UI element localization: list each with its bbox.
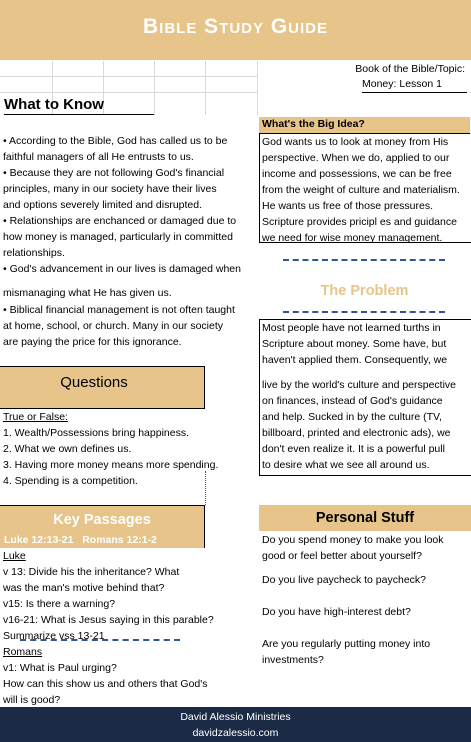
personal-line: Do you live paycheck to paycheck?	[262, 574, 427, 586]
big-idea-heading-bar	[259, 117, 470, 134]
topic-label: Book of the Bible/Topic:	[355, 63, 465, 75]
what-to-know-line: mismanaging what He has given us.	[3, 287, 172, 299]
passage-line: Romans	[3, 646, 43, 658]
personal-heading: Personal Stuff	[315, 510, 415, 526]
what-to-know-line: principles, many in our society have their lives	[3, 183, 217, 195]
key-passages-heading: Key Passages	[53, 512, 151, 528]
big-idea-line: He wants us free of those pressures.	[262, 200, 433, 212]
what-to-know-line: • Because they are not following God's financial	[3, 167, 225, 179]
big-idea-line: we need for wise money management.	[262, 232, 443, 244]
footer-site[interactable]: davidzalessio.com	[192, 727, 279, 739]
big-idea-line: God wants us to look at money from His	[262, 136, 449, 148]
passage-line: v15: Is there a warning?	[3, 598, 116, 610]
what-to-know-heading: What to Know	[4, 96, 154, 115]
personal-line	[262, 620, 468, 636]
personal-line: good or feel better about yourself?	[262, 550, 422, 562]
question-item: 4. Spending is a competition.	[3, 475, 138, 487]
what-to-know-line: and options severely limited and disrupted.	[3, 199, 203, 211]
question-item: 3. Having more money means more spending.	[3, 459, 219, 471]
what-to-know-line: faithful managers of all He entrusts to us.	[3, 151, 194, 163]
big-idea-line: Scripture provides pricipl es and guidance	[262, 216, 457, 228]
key-passages-heading-bar	[0, 505, 205, 548]
problem-line: billboard, printed and electronic ads), we	[262, 427, 451, 439]
questions-body	[3, 409, 219, 489]
passage-line: v 13: Divide his the inheritance? What	[3, 566, 180, 578]
dotted-divider	[205, 471, 206, 505]
questions-heading: Questions	[60, 374, 128, 391]
big-idea-heading: What's the Big Idea?	[262, 118, 365, 130]
what-to-know-line: relationships.	[3, 247, 65, 259]
problem-box	[259, 319, 471, 476]
footer-bar	[0, 707, 471, 742]
problem-line: don't even realize it. It is a powerful pull	[262, 443, 445, 455]
problem-line: haven't applied them. Consequently, we	[262, 354, 448, 366]
problem-line: on finances, instead of God's guidance	[262, 395, 443, 407]
what-to-know-line: • According to the Bible, God has called us to be	[3, 135, 228, 147]
passage-line: How can this show us and others that God's	[3, 678, 208, 690]
questions-heading-bar	[0, 366, 205, 409]
grid-line	[257, 61, 258, 115]
grid-line	[154, 61, 155, 115]
personal-line: Do you spend money to make you look	[262, 534, 444, 546]
page-title: Bible Study Guide	[142, 15, 328, 38]
grid-line	[0, 92, 257, 93]
key-passages-refs: Luke 12:13-21 Romans 12:1-2	[4, 534, 157, 546]
what-to-know-line: are paying the price for this ignorance.	[3, 336, 182, 348]
what-to-know-line: at home, school, or church. Many in our society	[3, 320, 224, 332]
personal-line	[262, 588, 468, 604]
personal-line: Do you have high-interest debt?	[262, 606, 411, 618]
passage-line: Summarize vss 13-21	[3, 630, 105, 642]
grid-line	[0, 76, 257, 77]
big-idea-line: from the weight of culture and materialism.	[262, 184, 460, 196]
passage-line: will is good?	[3, 694, 61, 706]
personal-line: Are you regularly putting money into	[262, 638, 431, 650]
key-passages-body	[3, 548, 257, 708]
passage-line: Luke	[3, 550, 26, 562]
big-idea-box	[259, 134, 471, 243]
what-to-know-line: how money is managed, particularly in committed	[3, 231, 233, 243]
big-idea-line: income and possessions, we can be free	[262, 168, 452, 180]
dashed-divider	[283, 311, 445, 313]
what-to-know-line: • Biblical financial management is not often taught	[3, 304, 235, 316]
problem-line: Most people have not learned turths in	[262, 322, 441, 334]
grid-line	[205, 61, 206, 115]
header-banner	[0, 0, 471, 60]
what-to-know-body	[3, 133, 257, 350]
questions-intro: True or False:	[3, 411, 68, 423]
what-to-know-line: • Relationships are enchanced or damaged due to	[3, 215, 237, 227]
personal-body	[262, 532, 468, 668]
dashed-divider	[20, 639, 180, 641]
personal-line	[262, 564, 468, 572]
personal-heading-bar	[259, 505, 471, 531]
topic-value: Money: Lesson 1	[362, 76, 467, 93]
passage-line: v16-21: What is Jesus saying in this parable?	[3, 614, 214, 626]
problem-line: to desire what we see all around us.	[262, 459, 430, 471]
passage-line: v1: What is Paul urging?	[3, 662, 117, 674]
problem-line: live by the world's culture and perspective	[262, 379, 457, 391]
problem-line: and help. Sucked in by the culture (TV,	[262, 411, 442, 423]
problem-line: Scripture about money. Some have, but	[262, 338, 447, 350]
footer-org: David Alessio Ministries	[180, 711, 291, 723]
question-item: 2. What we own defines us.	[3, 443, 132, 455]
problem-heading: The Problem	[320, 283, 409, 299]
passage-line: was the man's motive behind that?	[3, 582, 165, 594]
what-to-know-line: • God's advancement in our lives is damaged when	[3, 263, 241, 275]
personal-line: investments?	[262, 654, 324, 666]
question-item: 1. Wealth/Possessions bring happiness.	[3, 427, 189, 439]
dashed-divider	[283, 259, 445, 261]
big-idea-line: perspective. When we do, applied to our	[262, 152, 450, 164]
